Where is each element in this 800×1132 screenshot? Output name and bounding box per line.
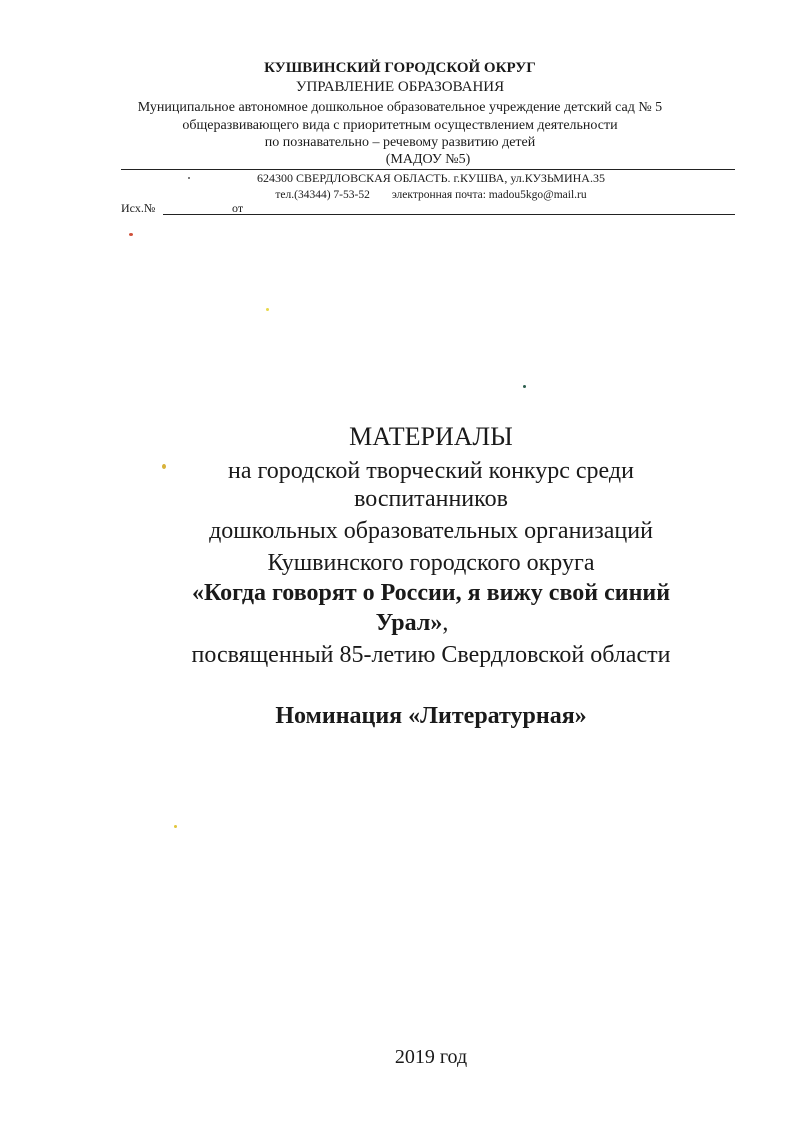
scan-speck xyxy=(188,177,190,179)
contest-title-line-2 xyxy=(0,609,800,637)
subtitle-line-4: Кушвинского городского округа xyxy=(267,550,595,576)
contest-title-comma: , xyxy=(442,610,449,636)
scan-speck xyxy=(523,385,526,388)
letterhead-abbreviation: (МАДОУ №5) xyxy=(385,152,471,167)
subtitle-line-1: на городской творческий конкурс среди xyxy=(228,458,634,484)
scan-speck xyxy=(162,464,166,469)
reference-date-blank xyxy=(246,214,735,215)
scan-speck xyxy=(266,308,269,311)
letterhead-contacts xyxy=(0,188,800,202)
nomination-title: Номинация «Литературная» xyxy=(275,703,587,729)
document-year: 2019 год xyxy=(394,1046,468,1068)
letterhead-title: КУШВИНСКИЙ ГОРОДСКОЙ ОКРУГ xyxy=(264,60,536,76)
letterhead-email: электронная почта: madou5kgo@mail.ru xyxy=(391,189,587,201)
subtitle-line-3: дошкольных образовательных организаций xyxy=(209,518,653,544)
scan-speck xyxy=(174,825,177,828)
scan-speck xyxy=(129,233,133,236)
contest-title-line-1: «Когда говорят о России, я вижу свой синий xyxy=(191,580,671,606)
reference-number-row xyxy=(121,201,735,216)
document-heading: МАТЕРИАЛЫ xyxy=(349,422,513,451)
letterhead-abbreviation-rule xyxy=(121,152,735,170)
letterhead-organization-line-2: общеразвивающего вида с приоритетным осуществлением деятельности xyxy=(182,118,618,133)
letterhead-organization-line-1: Муниципальное автономное дошкольное образовательное учреждение детский сад № 5 xyxy=(137,100,663,115)
dedication-line: посвященный 85-летию Свердловской области xyxy=(191,642,671,668)
contest-title-line-2-text: Урал» xyxy=(375,610,443,636)
letterhead-organization-line-3: по познавательно – речевому развитию детей xyxy=(264,135,536,150)
letterhead-phone: тел.(34344) 7-53-52 xyxy=(275,189,370,201)
reference-date-label: от xyxy=(232,201,244,215)
letterhead-address: 624300 СВЕРДЛОВСКАЯ ОБЛАСТЬ. г.КУШВА, ул.КУЗЬМИНА.35 xyxy=(257,171,605,185)
reference-number-label: Исх.№ xyxy=(121,201,156,215)
subtitle-line-2: воспитанников xyxy=(354,486,508,512)
letterhead-department: УПРАВЛЕНИЕ ОБРАЗОВАНИЯ xyxy=(295,79,505,95)
